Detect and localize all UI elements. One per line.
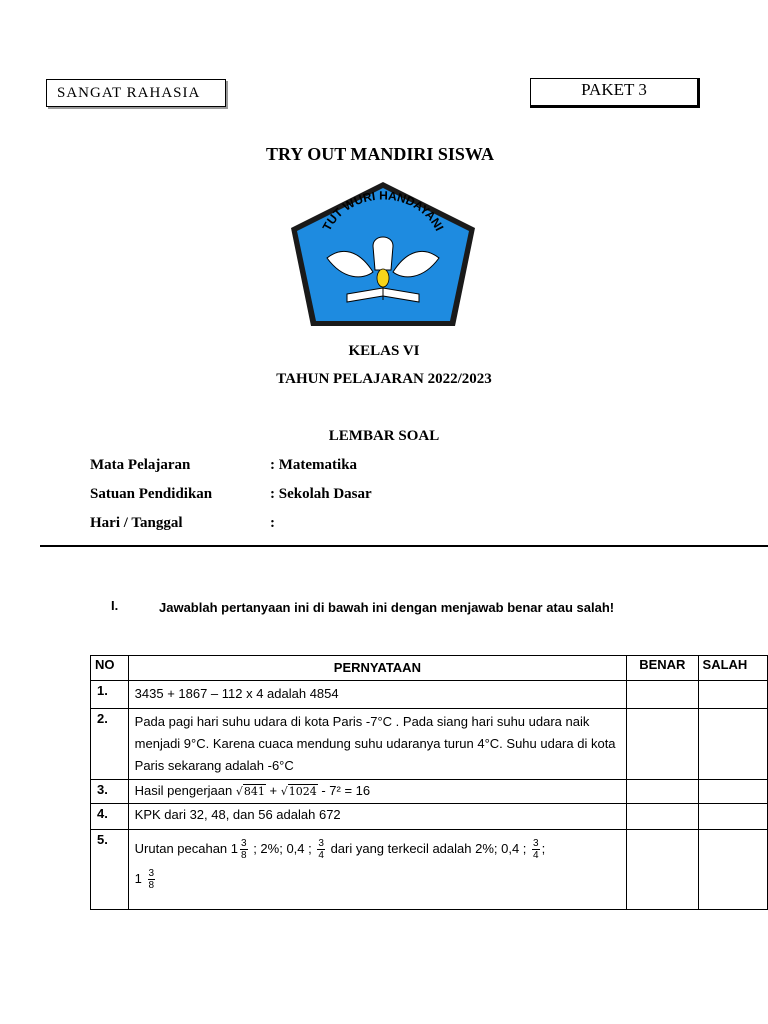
row-statement: Urutan pecahan 1 $\frac{3}{8}$ ; 2%; 0,4 ; $\frac{3}{4}$ dari yang terkecil adalah 2%; 0,4 ; $\frac{3}{4}$ ; 1 $\frac{3}{8}$ — [128, 830, 626, 910]
answer-false-cell[interactable] — [698, 804, 767, 830]
section-instruction: Jawablah pertanyaan ini di bawah ini dengan menjawab benar atau salah! — [159, 600, 615, 615]
confidential-label: SANGAT RAHASIA — [46, 79, 226, 107]
divider — [40, 545, 768, 547]
info-subject: Mata Pelajaran : Matematika — [90, 457, 358, 473]
row-statement: 3435 + 1867 – 112 x 4 adalah 4854 — [128, 681, 626, 709]
info-date: Hari / Tanggal : — [90, 515, 275, 531]
answer-false-cell[interactable] — [698, 681, 767, 709]
table-row — [91, 709, 768, 780]
table-row — [91, 780, 768, 804]
sqrt-expression: √841 — [235, 785, 265, 798]
answer-true-cell[interactable] — [627, 804, 698, 830]
fraction: $\frac{3}{8}$ — [148, 868, 155, 892]
header-false: SALAH — [698, 656, 767, 681]
table-row — [91, 830, 768, 910]
row-statement: KPK dari 32, 48, dan 56 adalah 672 — [128, 804, 626, 830]
answer-false-cell[interactable] — [698, 709, 767, 780]
row-number: 5. — [91, 830, 129, 910]
answer-true-cell[interactable] — [627, 780, 698, 804]
fraction: $\frac{3}{4}$ — [318, 838, 324, 862]
header-statement: PERNYATAAN — [128, 656, 626, 681]
row-statement: Hasil pengerjaan √841 + √1024 - 7² = 16 — [128, 780, 626, 804]
fraction: $\frac{3}{8}$ — [241, 838, 247, 862]
tut-wuri-handayani-logo — [287, 176, 479, 332]
answer-false-cell[interactable] — [698, 780, 767, 804]
question-table — [90, 655, 768, 910]
section-number: I. — [111, 598, 119, 613]
table-row — [91, 804, 768, 830]
table-row — [91, 681, 768, 709]
answer-true-cell[interactable] — [627, 709, 698, 780]
info-school-level: Satuan Pendidikan : Sekolah Dasar — [90, 486, 372, 502]
sqrt-expression: √1024 — [280, 785, 317, 798]
package-label: PAKET 3 — [530, 78, 700, 108]
class-label: KELAS VI — [348, 343, 420, 359]
answer-false-cell[interactable] — [698, 830, 767, 910]
sheet-title: LEMBAR SOAL — [328, 428, 440, 444]
academic-year: TAHUN PELAJARAN 2022/2023 — [276, 371, 492, 387]
row-statement: Pada pagi hari suhu udara di kota Paris -7°C . Pada siang hari suhu udara naik menjadi 9°C. Karena cuaca mendung suhu udaranya turun 4°C. Suhu udara di kota Paris sekarang adalah -6°C — [128, 709, 626, 780]
row-number: 2. — [91, 709, 129, 780]
answer-true-cell[interactable] — [627, 681, 698, 709]
table-header-row — [91, 656, 768, 681]
fraction: $\frac{3}{4}$ — [533, 838, 539, 862]
row-number: 3. — [91, 780, 129, 804]
document-title: TRY OUT MANDIRI SISWA — [266, 144, 494, 164]
row-number: 4. — [91, 804, 129, 830]
header-no: NO — [91, 656, 129, 681]
svg-text:TUT WURI HANDAYANI: TUT WURI HANDAYANI — [319, 188, 447, 234]
header-true: BENAR — [627, 656, 698, 681]
row-number: 1. — [91, 681, 129, 709]
answer-true-cell[interactable] — [627, 830, 698, 910]
